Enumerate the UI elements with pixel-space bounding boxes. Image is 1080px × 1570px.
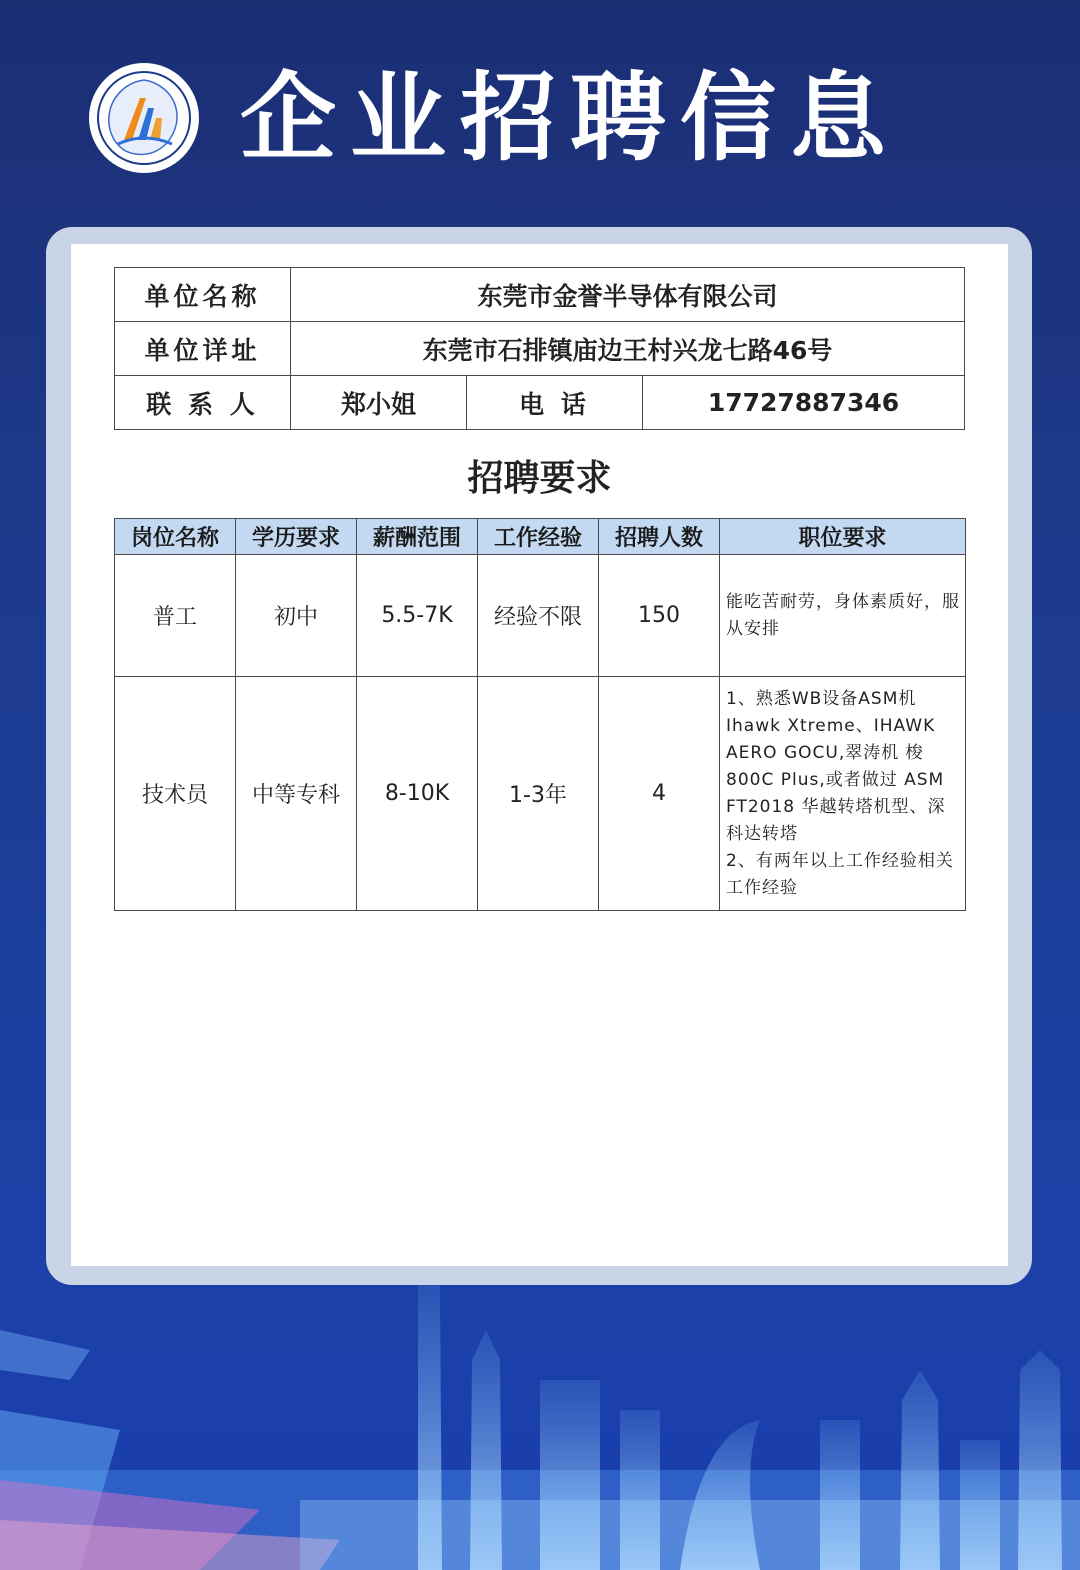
col-header-education: 学历要求 xyxy=(236,519,357,555)
col-header-salary: 薪酬范围 xyxy=(357,519,478,555)
col-header-experience: 工作经验 xyxy=(478,519,599,555)
salary-cell: 5.5-7K xyxy=(357,555,478,677)
header xyxy=(0,0,1080,225)
count-cell: 4 xyxy=(599,677,720,911)
company-name-value: 东莞市金誉半导体有限公司 xyxy=(291,268,965,322)
desc-cell: 1、熟悉WB设备ASM机Ihawk Xtreme、IHAWK AERO GOCU,翠涛机 梭800C Plus,或者做过 ASM FT2018 华越转塔机型、深科达转塔 2、有两年以上工作经验相关工作经验 xyxy=(720,677,966,911)
experience-cell: 1-3年 xyxy=(478,677,599,911)
col-header-count: 招聘人数 xyxy=(599,519,720,555)
requirements-table xyxy=(114,518,966,911)
col-header-position: 岗位名称 xyxy=(115,519,236,555)
company-address-label: 单位详址 xyxy=(115,322,291,376)
count-cell: 150 xyxy=(599,555,720,677)
education-cell: 中等专科 xyxy=(236,677,357,911)
contact-row xyxy=(115,376,965,430)
requirements-title: 招聘要求 xyxy=(467,458,612,499)
requirements-header-row xyxy=(115,519,966,555)
phone-label: 电 话 xyxy=(467,376,643,430)
experience-cell: 经验不限 xyxy=(478,555,599,677)
company-name-label: 单位名称 xyxy=(115,268,291,322)
company-address-row xyxy=(115,322,965,376)
association-logo-icon xyxy=(88,62,200,174)
table-row xyxy=(115,555,966,677)
contact-label: 联 系 人 xyxy=(115,376,291,430)
salary-cell: 8-10K xyxy=(357,677,478,911)
company-info-table xyxy=(114,267,965,430)
contact-value: 郑小姐 xyxy=(291,376,467,430)
position-cell: 技术员 xyxy=(115,677,236,911)
page-title: 企业招聘信息 xyxy=(240,61,900,174)
phone-value: 17727887346 xyxy=(643,376,965,430)
city-skyline-decoration xyxy=(0,1270,1080,1570)
company-name-row xyxy=(115,268,965,322)
col-header-desc: 职位要求 xyxy=(720,519,966,555)
education-cell: 初中 xyxy=(236,555,357,677)
desc-cell: 能吃苦耐劳，身体素质好，服从安排 xyxy=(720,555,966,677)
company-address-value: 东莞市石排镇庙边王村兴龙七路46号 xyxy=(291,322,965,376)
table-row xyxy=(115,677,966,911)
position-cell: 普工 xyxy=(115,555,236,677)
